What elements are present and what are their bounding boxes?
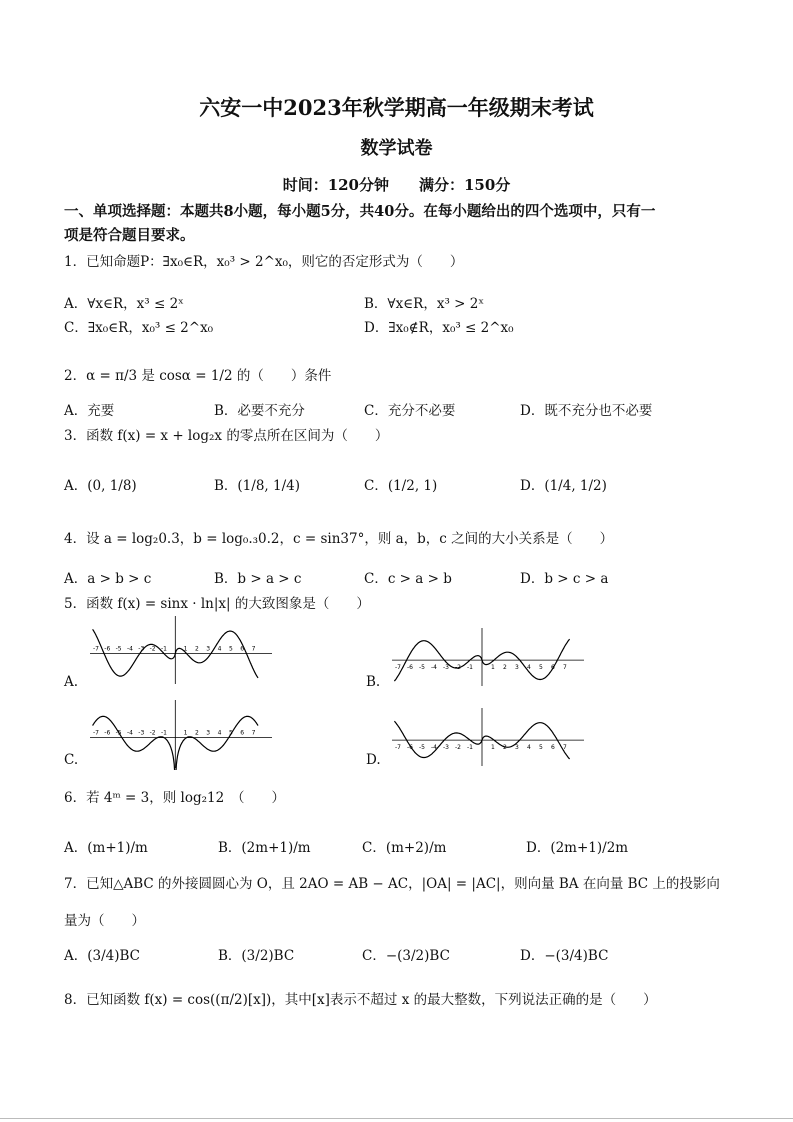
tick-label: -1 [160,645,167,653]
q2-option-a[interactable]: A．充要 [64,403,115,419]
q5-option-d[interactable]: D. [366,752,381,768]
tick-label: 5 [228,645,233,653]
tick-label: 6 [240,729,245,737]
q6-option-a[interactable]: A．(m+1)/m [64,840,148,856]
tick-label: -4 [431,664,437,672]
tick-label: -1 [467,664,473,672]
question-8-stem: 8．已知函数 f(x) = cos((π/2)[x])，其中[x]表示不超过 x 的最大整数，下列说法正确的是（ ） [64,992,657,1008]
page-bottom-rule [0,1118,793,1119]
tick-label: -3 [443,664,449,672]
graph-a [86,614,276,686]
q1-option-d[interactable]: D．∃x₀∉R，x₀³ ≤ 2^x₀ [364,320,514,336]
question-7-stem-continued: 量为（ ） [64,913,145,929]
tick-label: 2 [194,729,199,737]
q5-option-b[interactable]: B. [366,674,381,690]
q1-option-c[interactable]: C．∃x₀∈R，x₀³ ≤ 2^x₀ [64,320,214,336]
question-5-stem: 5．函数 f(x) = sinx · ln|x| 的大致图象是（ ） [64,596,370,612]
tick-label: -2 [149,645,156,653]
tick-label: 3 [515,744,519,752]
q7-option-d[interactable]: D．−(3/4)BC [520,948,609,964]
tick-label: 4 [217,645,222,653]
tick-label: 7 [563,744,567,752]
question-4-stem: 4．设 a = log₂0.3，b = log₀.₃0.2，c = sin37°，则 a，b，c 之间的大小关系是（ ） [64,531,614,547]
tick-label: -2 [455,744,461,752]
tick-label: 6 [551,664,555,672]
tick-label: 3 [515,664,519,672]
tick-label: -7 [395,744,401,752]
tick-label: 2 [503,664,507,672]
tick-label: -1 [160,729,167,737]
q1-option-b[interactable]: B．∀x∈R，x³ > 2ˣ [364,296,485,312]
tick-label: 1 [491,664,495,672]
q7-option-a[interactable]: A．(3/4)BC [64,948,141,964]
tick-label: 7 [563,664,567,672]
tick-label: -1 [467,744,473,752]
question-2-stem: 2．α = π/3 是 cosα = 1/2 的（ ）条件 [64,368,332,384]
q4-option-d[interactable]: D．b > c > a [520,571,609,587]
tick-label: -5 [419,744,425,752]
tick-label: 6 [240,645,245,653]
tick-label: -4 [431,744,437,752]
tick-label: 1 [183,645,188,653]
q3-option-b[interactable]: B．(1/8, 1/4) [214,478,300,494]
question-1-stem: 1．已知命题P：∃x₀∈R，x₀³ > 2^x₀，则它的否定形式为（ ） [64,254,464,270]
q1-option-a[interactable]: A．∀x∈R，x³ ≤ 2ˣ [64,296,184,312]
q4-option-b[interactable]: B．b > a > c [214,571,302,587]
question-6-stem: 6．若 4ᵐ = 3，则 log₂12 （ ） [64,790,285,806]
tick-label: 4 [217,729,222,737]
tick-label: 1 [491,744,495,752]
graph-d [388,706,588,768]
q4-option-a[interactable]: A．a > b > c [64,571,152,587]
graph-c [86,698,276,770]
tick-label: 2 [503,744,507,752]
graph-b [388,626,588,688]
tick-label: -5 [115,729,122,737]
tick-label: 2 [194,645,199,653]
exam-subtitle: 数学试卷 [360,138,433,159]
tick-label: -7 [92,645,99,653]
q6-option-d[interactable]: D．(2m+1)/2m [526,840,629,856]
q5-option-a[interactable]: A. [64,674,79,690]
tick-label: 4 [527,664,531,672]
exam-title: 六安一中2023年秋学期高一年级期末考试 [199,95,594,120]
tick-label: 7 [251,729,256,737]
q6-option-b[interactable]: B．(2m+1)/m [218,840,311,856]
tick-label: 6 [551,744,555,752]
tick-label: -5 [115,645,122,653]
tick-label: -2 [455,664,461,672]
q3-option-a[interactable]: A．(0, 1/8) [64,478,137,494]
tick-label: -6 [104,645,111,653]
q2-option-c[interactable]: C．充分不必要 [364,403,456,419]
tick-label: -3 [138,729,145,737]
tick-label: 5 [539,664,543,672]
q5-option-c[interactable]: C. [64,752,79,768]
tick-label: -4 [126,729,133,737]
section-heading-line2: 项是符合题目要求。 [64,227,195,244]
tick-label: 5 [228,729,233,737]
tick-label: -5 [419,664,425,672]
q2-option-d[interactable]: D．既不充分也不必要 [520,403,653,419]
q2-option-b[interactable]: B．必要不充分 [214,403,305,419]
tick-label: -7 [395,664,401,672]
time-info: 时间：120分钟 满分：150分 [282,176,511,194]
tick-label: 3 [206,645,211,653]
q3-option-c[interactable]: C．(1/2, 1) [364,478,438,494]
tick-label: -3 [443,744,449,752]
tick-label: -6 [407,664,413,672]
q6-option-c[interactable]: C．(m+2)/m [362,840,447,856]
question-3-stem: 3．函数 f(x) = x + log₂x 的零点所在区间为（ ） [64,428,389,444]
q4-option-c[interactable]: C．c > a > b [364,571,452,587]
q7-option-b[interactable]: B．(3/2)BC [218,948,295,964]
q3-option-d[interactable]: D．(1/4, 1/2) [520,478,607,494]
tick-label: -7 [92,729,99,737]
tick-label: -6 [104,729,111,737]
tick-label: 5 [539,744,543,752]
tick-label: -3 [138,645,145,653]
q7-option-c[interactable]: C．−(3/2)BC [362,948,450,964]
tick-label: -6 [407,744,413,752]
tick-label: -4 [126,645,133,653]
tick-label: 4 [527,744,531,752]
tick-label: 3 [206,729,211,737]
tick-label: 1 [183,729,188,737]
tick-label: 7 [251,645,256,653]
tick-label: -2 [149,729,156,737]
question-7-stem: 7．已知△ABC 的外接圆圆心为 O，且 2AO = AB − AC，|OA| = |AC|，则向量 BA 在向量 BC 上的投影向 [64,876,720,892]
section-heading-line1: 一、单项选择题：本题共8小题，每小题5分，共40分。在每小题给出的四个选项中，只有一 [64,203,656,220]
